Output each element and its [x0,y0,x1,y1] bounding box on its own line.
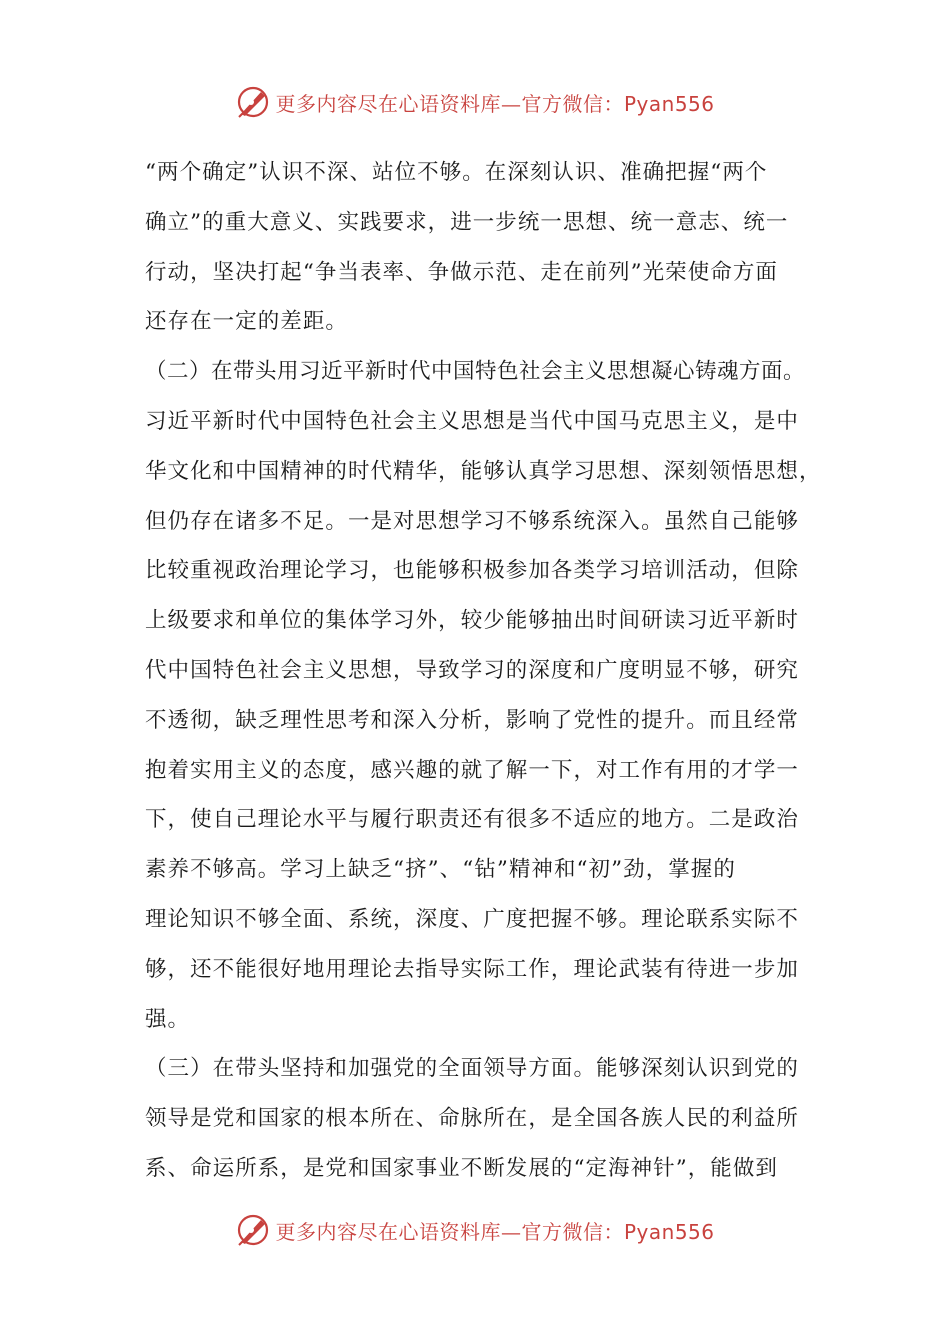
text-line: 比较重视政治理论学习，也能够积极参加各类学习培训活动，但除 [145,558,799,584]
document-body [145,148,822,1194]
text-line: 下，使自己理论水平与履行职责还有很多不适应的地方。二是政治 [145,807,799,833]
wechat-id: Pyan556 [623,91,715,116]
wechat-label: 官方微信： [521,1219,624,1244]
brand-text: 更多内容尽在心语资料库 [275,1219,501,1244]
text-line: 还存在一定的差距。 [145,309,348,335]
text-line: “两个确定”认识不深、站位不够。在深刻认识、准确把握“两个 [145,160,768,185]
text-line: 强。 [145,1006,191,1032]
text-line: 领导是党和国家的根本所在、命脉所在，是全国各族人民的利益所 [145,1106,799,1132]
text-line: 不透彻，缺乏理性思考和深入分析，影响了党性的提升。而且经常 [145,707,799,733]
wechat-id: Pyan556 [623,1219,715,1244]
header-banner-text [275,88,714,117]
wechat-label: 官方微信： [521,91,624,116]
banner-dash: — [500,1219,522,1244]
pen-logo-icon [235,84,271,120]
text-line: 行动，坚决打起“争当表率、争做示范、走在前列”光荣使命方面 [145,259,778,285]
text-line: 习近平新时代中国特色社会主义思想是当代中国马克思主义，是中 [145,408,799,434]
section-heading-2: （二）在带头用习近平新时代中国特色社会主义思想凝心铸魂方面。 [145,359,806,385]
text-line: 上级要求和单位的集体学习外，较少能够抽出时间研读习近平新时 [145,608,799,634]
section-heading-3: （三）在带头坚持和加强党的全面领导方面。能够深刻认识到党的 [145,1056,799,1082]
banner-dash: — [500,91,522,116]
text-line: 抱着实用主义的态度，感兴趣的就了解一下，对工作有用的才学一 [145,757,799,783]
footer-banner-text [275,1216,714,1245]
brand-text: 更多内容尽在心语资料库 [275,91,501,116]
text-line: 素养不够高。学习上缺乏“挤”、“钻”精神和“初”劲，掌握的 [145,857,736,883]
text-line: 理论知识不够全面、系统，深度、广度把握不够。理论联系实际不 [145,906,799,932]
header-banner [0,82,950,122]
text-line: 代中国特色社会主义思想，导致学习的深度和广度明显不够，研究 [145,657,799,683]
text-line: 但仍存在诸多不足。一是对思想学习不够系统深入。虽然自己能够 [145,508,799,534]
footer-banner [0,1210,950,1250]
text-line: 确立”的重大意义、实践要求，进一步统一思想、统一意志、统一 [145,209,789,235]
pen-logo-icon [235,1212,271,1248]
text-line: 华文化和中国精神的时代精华，能够认真学习思想、深刻领悟思想， [145,458,822,484]
text-line: 系、命运所系，是党和国家事业不断发展的“定海神针”，能做到 [145,1155,778,1181]
text-line: 够，还不能很好地用理论去指导实际工作，理论武装有待进一步加 [145,956,799,982]
